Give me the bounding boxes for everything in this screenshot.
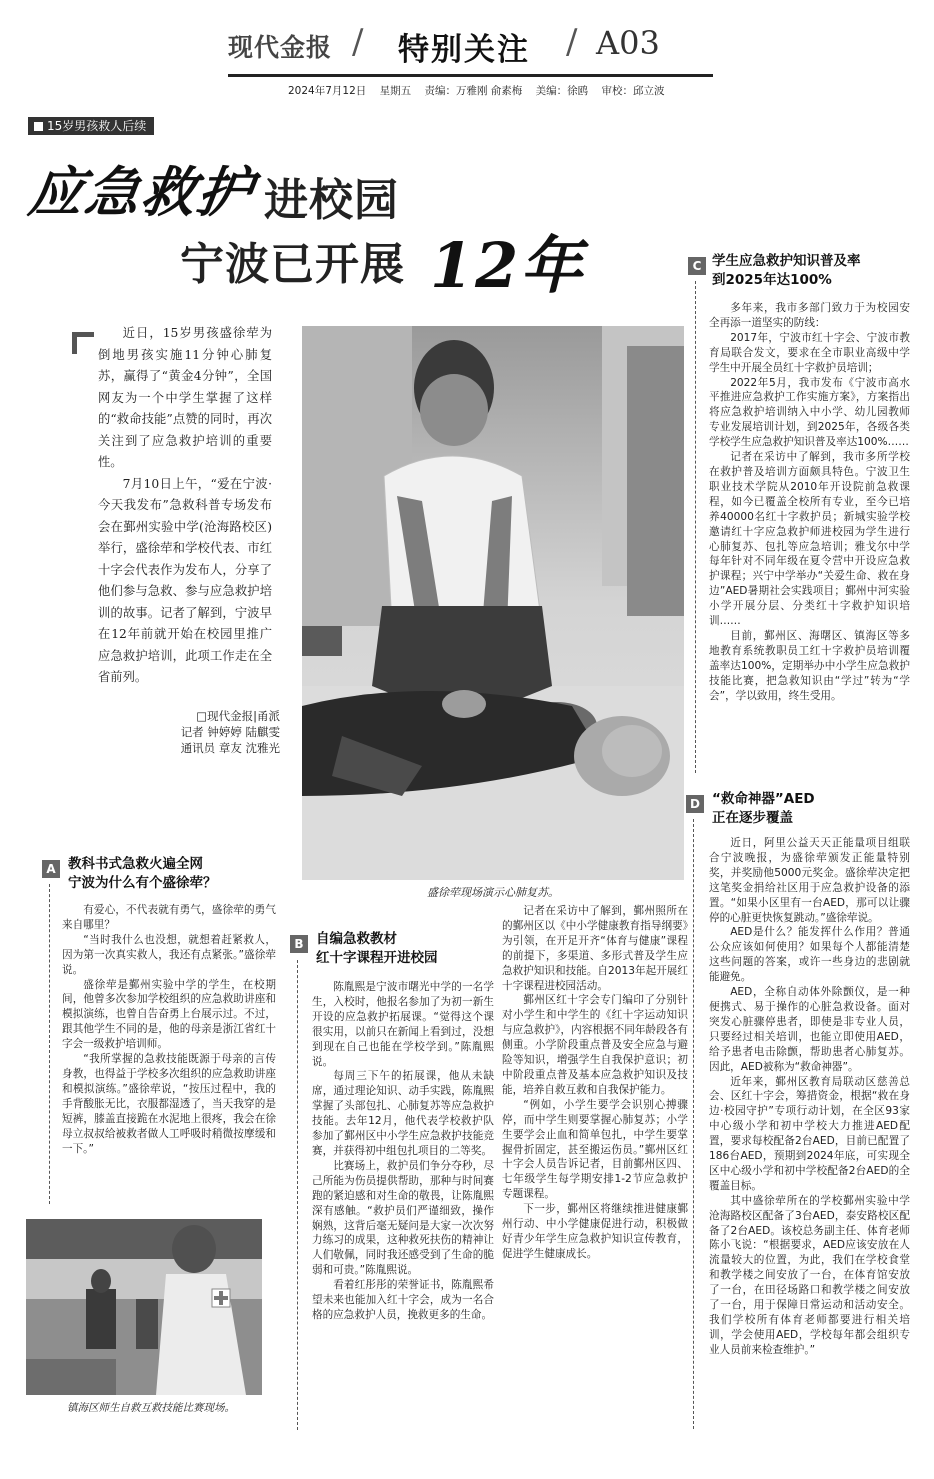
section-c-rule [695, 281, 696, 773]
photo-illustration [26, 1219, 262, 1395]
section-b-body-left: 陈胤熙是宁波市曙光中学的一名学生，入校时，他报名参加了为初一新生开设的应急救护拓展课。“觉得这个课很实用，以前只在新闻上看到过，没想到现在自己也能在学校学到。”陈胤熙说。 每周三下午的拓展课，他从未缺席，通过理论知识、动手实践，陈胤熙掌握了头部包扎、心肺复苏等应急救护技能。去年12月，他代表学校救护队参加了鄞州区中小学生应急救护技能竞赛，并获得初中组包扎项目的二等奖。 比赛场上，救护员们争分夺秒，尽己所能为伤员提供帮助，那种与时间赛跑的紧迫感和对生命的敬畏，让陈胤熙深有感触。“救护员们严谨细致，操作娴熟，这背后毫无疑问是大家一次次努力练习的成果，这种救死扶伤的精神让人们敬佩，同时我还感受到了生命的脆弱和可贵。”陈胤熙说。 看着红彤彤的荣誉证书，陈胤熙希望未来也能加入红十字会，成为一名合格的应急救护人员，挽救更多的生命。 [312, 981, 494, 1321]
section-letter-a: A [42, 860, 60, 878]
headline-part-2: 进校园 [264, 175, 399, 226]
square-icon [34, 122, 43, 131]
section-c-body: 多年来，我市多部门致力于为校园安全再添一道坚实的防线： 2017年，宁波市红十字会、宁波市教育局联合发文，要求在全市职业高级中学学生中开展全员红十字救护员培训； 2022年5月，我市发布《宁波市高水平推进应急救护工作实施方案》，方案指出将应急救护培训纳入中小学、幼儿园教师专业发展培训计划，到2025年，各级各类学校学生应急救护知识普及率达100%…… 记者在采访中了解到，我市多所学校在救护普及培训方面颇具特色。宁波卫生职业技术学院从2010年开设院前急救课程，如今已覆盖全校所有专业，至今已培养40000名红十字救护员；新城实验学校邀请红十字应急救护师进校园为学生进行心肺复苏、包扎等应急培训；雅戈尔中学每年针对不同年级在夏令营中开设应急救护课程；兴宁中学举办“关爱生命、救在身边”AED暑期社会实践项目；鄞州中河实验小学开展分层、分类红十字救护知识培训…… 目前，鄞州区、海曙区、镇海区等多地教育系统教职员工红十字救护员培训覆盖率达100%，定期举办中小学生应急救护技能比赛，把急救知识由“学过”转为“学会”，学以致用，终生受用。 [709, 302, 910, 702]
section-c-title: 学生应急救护知识普及率 到2025年达100% [712, 253, 861, 288]
quote-corner-icon [72, 332, 94, 354]
photo-main-caption: 盛徐荦现场演示心肺复苏。 [427, 886, 559, 899]
section-letter-c: C [688, 257, 706, 275]
masthead-divider: / [352, 22, 364, 62]
section-d-rule [693, 819, 694, 1429]
masthead-page-number: A03 [596, 24, 660, 62]
photo-illustration [302, 326, 684, 880]
issue-weekday: 星期五 [379, 85, 412, 97]
headline-part-4: 12年 [430, 229, 585, 302]
kicker-label: 15岁男孩救人后续 [28, 117, 154, 135]
byline: □现代金报|甬派 记者 钟婷婷 陆麒雯 通讯员 章友 沈雅光 [180, 709, 280, 755]
masthead-divider: / [566, 22, 578, 62]
photo-bottom-caption: 镇海区师生自救互救技能比赛现场。 [67, 1402, 235, 1414]
issue-date: 2024年7月12日 [288, 85, 367, 97]
masthead-rule [228, 74, 713, 77]
photo-competition [26, 1219, 262, 1395]
lead-text [98, 323, 272, 689]
lead-paragraph: 7月10日上午，“爱在宁波·今天我发布”急救科普专场发布会在鄞州实验中学(沧海路校区)举行，盛徐荦和学校代表、市红十字会代表作为发布人，分享了他们参与急救、参与应急救护培训的故事。记者了解到，宁波早在12年前就开始在校园里推广应急救护培训，此项工作走在全省前列。 [98, 476, 272, 684]
headline-part-3: 宁波已开展 [180, 239, 405, 290]
section-a-rule [49, 884, 50, 1204]
review-credit: 审校：邱立波 [601, 85, 665, 97]
section-b-title: 自编急救教材 红十字课程开进校园 [316, 931, 438, 966]
section-letter-b: B [290, 935, 308, 953]
section-a-body: 有爱心，不代表就有勇气，盛徐荦的勇气来自哪里？ “当时我什么也没想，就想着赶紧救人，因为第一次真实救人，我还有点紧张。”盛徐荦说。 盛徐荦是鄞州实验中学的学生，在校期间，他曾多次参加学校组织的应急救助讲座和模拟演练，也曾自告奋勇上台展示过。不过，跟其他学生不同的是，他的母亲是浙江省红十字会一级救护培训师。 “我所掌握的急救技能既源于母亲的言传身教，也得益于学校多次组织的应急救助讲座和模拟演练。”盛徐荦说，“按压过程中，我的手背酸胀无比，衣服都湿透了，当天我穿的是短裤，膝盖直接跪在水泥地上很疼，我会在徐母立叔叔给被救者做人工呼吸时稍微按摩缓和一下。” [62, 904, 276, 1155]
section-b-rule [297, 960, 298, 1430]
section-letter-d: D [686, 795, 704, 813]
section-d-title: “救命神器”AED 正在逐步覆盖 [712, 791, 815, 826]
editor-credit: 责编：万雅刚 俞素梅 [424, 85, 523, 97]
masthead-brand: 现代金报 [228, 33, 333, 62]
lead-paragraph: 近日，15岁男孩盛徐荦为倒地男孩实施11分钟心肺复苏，赢得了“黄金4分钟”，全国网友为一个中学生掌握了这样的“救命技能”点赞的同时，再次关注到了应急救护培训的重要性。 [98, 326, 272, 469]
masthead-section: 特别关注 [398, 32, 530, 68]
masthead-info [288, 83, 674, 98]
section-b-body-right: 记者在采访中了解到，鄞州照所在的鄞州区以《中小学健康教育指导纲要》为引领，在开足开齐“体育与健康”课程的前提下，多渠道、多形式普及学生应急救护知识和技能。自2013年起开展红十字课程进校园活动。 鄞州区红十字会专门编印了分别针对小学生和中学生的《红十字运动知识与应急救护》，内容根据不同年龄段各有侧重。小学阶段重点普及安全应急与避险等知识，增强学生自我保护意识；初中阶段重点普及基本应急救护知识及技能，培养自救互救和自我保护能力。 “例如，小学生要学会识别心搏骤停，而中学生则要掌握心肺复苏；小学生要学会止血和简单包扎，中学生要掌握骨折固定，甚至搬运伤员。”鄞州区红十字会人员告诉记者，目前鄞州区四、七年级学生每学期安排1-2节应急救护专题课程。 下一步，鄞州区将继续推进健康鄞州行动、中小学健康促进行动，积极做好青少年学生应急救护知识宣传教育，促进学生健康成长。 [502, 905, 688, 1260]
art-credit: 美编：徐鸥 [535, 85, 589, 97]
headline-part-1: 应急救护 [25, 160, 259, 224]
masthead [0, 0, 934, 100]
section-a-title: 教科书式急救火遍全网 宁波为什么有个盛徐荦？ [68, 856, 217, 891]
photo-cpr-demonstration [302, 326, 684, 880]
section-d-body: 近日，阿里公益天天正能量项目组联合宁波晚报，为盛徐荦颁发正能量特别奖，并奖励他5000元奖金。盛徐荦决定把这笔奖金捐给社区用于应急救护设备的添置。“如果小区里有一台AED，那可以让骤停的心脏更快恢复跳动。”盛徐荦说。 AED是什么？能发挥什么作用？普通公众应该如何使用？如果每个人都能清楚这些问题的答案，或许一些身边的悲剧就能避免。 AED，全称自动体外除颤仪，是一种便携式、易于操作的心脏急救设备。面对突发心脏骤停患者，即使是非专业人员，只要经过相关培训，也能立即使用AED，给予患者电击除颤，帮助患者心肺复苏。因此，AED被称为“救命神器”。 近年来，鄞州区教育局联动区慈善总会、区红十字会，筹措资金，根据“救在身边·校园守护”专项行动计划，在全区93家中心级小学和初中学校大力推进AED配置，要求每校配备2台AED，目前已配置了186台AED，预期到2024年底，可实现全区中心级小学和初中学校配备2台AED的全覆盖目标。 其中盛徐荦所在的学校鄞州实验中学沧海路校区配备了3台AED，泰安路校区配备了2台AED。该校总务副主任、体育老师陈小飞说：“根据要求，AED应该安放在人流量较大的位置，为此，我们在学校食堂和教学楼之间安放了一台，在体育馆安放了一台，在田径场路口和教学楼之间安放了一台，用于保障日常运动和活动安全。我们学校所有体育老师都要进行相关培训，学会使用AED，学校每年都会组织专业人员前来检查维护。” [709, 837, 910, 1356]
